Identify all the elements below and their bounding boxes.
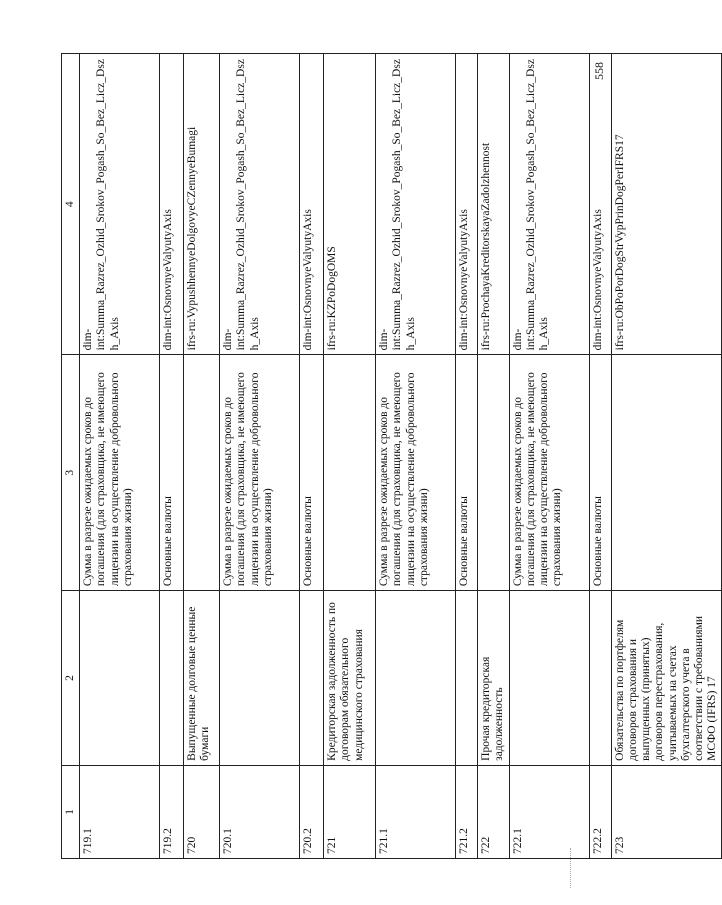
row-name xyxy=(220,591,300,766)
row-number: 720 xyxy=(184,765,220,858)
row-number: 721.2 xyxy=(456,765,478,858)
row-code: dim-int:Summa_Razrez_Ozhid_Srokov_Pogash_So_Bez_Licz_Dszh_Axis xyxy=(220,54,300,355)
row-name xyxy=(509,591,589,766)
row-number: 721 xyxy=(324,765,376,858)
row-name xyxy=(589,591,611,766)
row-number: 722 xyxy=(478,765,509,858)
row-number: 723 xyxy=(611,765,722,858)
row-number: 719.1 xyxy=(80,765,160,858)
row-description: Основные валюты xyxy=(456,355,478,591)
header-col-1: 1 xyxy=(62,765,80,858)
row-code: dim-int:Summa_Razrez_Ozhid_Srokov_Pogash_So_Bez_Licz_Dszh_Axis xyxy=(376,54,456,355)
row-code: ifrs-ru:ObPoPorDogStrVypPrinDogPerIFRS17 xyxy=(611,54,722,355)
table-row xyxy=(456,54,478,859)
row-code: dim-int:OsnovnyeValyutyAxis xyxy=(589,54,611,355)
row-number: 720.1 xyxy=(220,765,300,858)
row-code: ifrs-ru:KZPoDogOMS xyxy=(324,54,376,355)
header-col-2: 2 xyxy=(62,591,80,766)
row-name: Кредиторская задолженность по договорам обязательного медицинского страхования xyxy=(324,591,376,766)
row-description xyxy=(611,355,722,591)
row-number: 722.1 xyxy=(509,765,589,858)
row-description: Сумма в разрезе ожидаемых сроков до погашения (для страховщика, не имеющего лицензии на осуществление добровольного страхования жизни) xyxy=(80,355,160,591)
row-description: Основные валюты xyxy=(160,355,184,591)
row-number: 719.2 xyxy=(160,765,184,858)
page-number: 558 xyxy=(592,62,606,80)
row-description: Сумма в разрезе ожидаемых сроков до погашения (для страховщика, не имеющего лицензии на осуществление добровольного страхования жизни) xyxy=(509,355,589,591)
row-description: Сумма в разрезе ожидаемых сроков до погашения (для страховщика, не имеющего лицензии на осуществление добровольного страхования жизни) xyxy=(376,355,456,591)
row-code: dim-int:OsnovnyeValyutyAxis xyxy=(160,54,184,355)
header-col-4: 4 xyxy=(62,54,80,355)
row-name xyxy=(80,591,160,766)
row-description: Основные валюты xyxy=(300,355,324,591)
table-header-row xyxy=(62,54,80,859)
row-name xyxy=(456,591,478,766)
header-col-3: 3 xyxy=(62,355,80,591)
row-name xyxy=(300,591,324,766)
rotated-page xyxy=(61,53,719,859)
row-code: dim-int:Summa_Razrez_Ozhid_Srokov_Pogash_So_Bez_Licz_Dszh_Axis xyxy=(80,54,160,355)
table-row xyxy=(160,54,184,859)
row-code: ifrs-ru:ProchayaKreditorskayaZadolzhennost xyxy=(478,54,509,355)
row-description: Основные валюты xyxy=(589,355,611,591)
row-name: Выпущенные долговые ценные бумаги xyxy=(184,591,220,766)
row-code: dim-int:OsnovnyeValyutyAxis xyxy=(300,54,324,355)
table-row xyxy=(611,54,722,859)
row-name xyxy=(376,591,456,766)
scan-speckle xyxy=(570,848,577,888)
table-row xyxy=(80,54,160,859)
row-number: 720.2 xyxy=(300,765,324,858)
row-name xyxy=(160,591,184,766)
row-code: ifrs-ru:VypushhennyeDolgovyeCZennyeBumagi xyxy=(184,54,220,355)
table-row xyxy=(300,54,324,859)
row-description: Сумма в разрезе ожидаемых сроков до погашения (для страховщика, не имеющего лицензии на осуществление добровольного страхования жизни) xyxy=(220,355,300,591)
table-row xyxy=(324,54,376,859)
row-description xyxy=(478,355,509,591)
table-row xyxy=(220,54,300,859)
row-name: Обязательства по портфелям договоров страхования и выпущенных (принятых) договоров перестрахования, учитываемых на счетах бухгалтерского учета в соответствии с требованиями МСФО (IFRS) 17 xyxy=(611,591,722,766)
row-description xyxy=(184,355,220,591)
table-row xyxy=(509,54,589,859)
table-row xyxy=(184,54,220,859)
row-number: 722.2 xyxy=(589,765,611,858)
row-number: 721.1 xyxy=(376,765,456,858)
row-code: dim-int:Summa_Razrez_Ozhid_Srokov_Pogash_So_Bez_Licz_Dszh_Axis xyxy=(509,54,589,355)
table-row xyxy=(478,54,509,859)
row-name: Прочая кредиторская задолженность xyxy=(478,591,509,766)
taxonomy-table xyxy=(61,53,722,859)
table-row xyxy=(589,54,611,859)
row-code: dim-int:OsnovnyeValyutyAxis xyxy=(456,54,478,355)
table-row xyxy=(376,54,456,859)
row-description xyxy=(324,355,376,591)
